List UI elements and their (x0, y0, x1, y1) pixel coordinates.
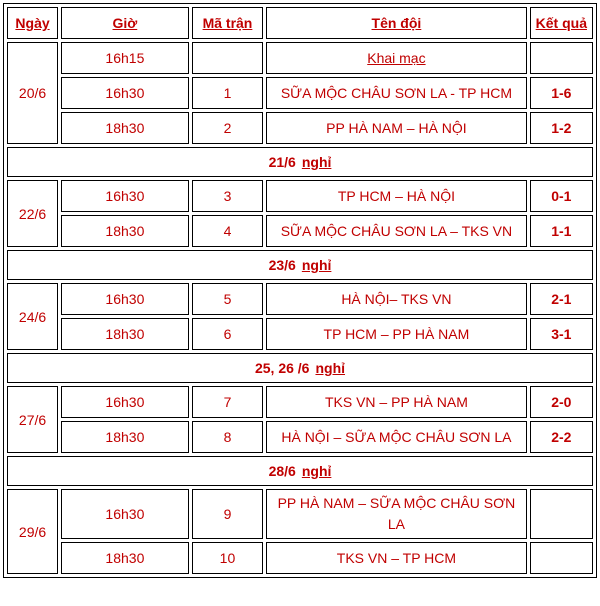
rest-day-row (7, 456, 593, 486)
result-cell: 2-2 (530, 421, 593, 453)
teams-cell: TKS VN – TP HCM (266, 542, 526, 574)
date-cell: 27/6 (7, 386, 58, 453)
match-id-cell: 9 (192, 489, 263, 539)
rest-day-cell (7, 456, 593, 486)
rest-day-note: nghỉ (301, 154, 332, 170)
match-id-cell: 4 (192, 215, 263, 247)
table-row (7, 215, 593, 247)
match-id-cell: 8 (192, 421, 263, 453)
header-date: Ngày (7, 7, 58, 39)
match-id-cell: 3 (192, 180, 263, 212)
teams-cell (266, 489, 526, 539)
time-cell: 18h30 (61, 215, 189, 247)
teams-cell: PP HÀ NAM – HÀ NỘI (266, 112, 526, 144)
table-row (7, 42, 593, 74)
teams-cell: TKS VN – PP HÀ NAM (266, 386, 526, 418)
rest-day-date: 25, 26 /6 (254, 360, 310, 376)
teams-line-1: PP HÀ NAM – SỮA MỘC CHÂU SƠN (277, 495, 516, 511)
result-cell (530, 542, 593, 574)
rest-day-row (7, 147, 593, 177)
match-id-cell: 6 (192, 318, 263, 350)
match-schedule-table (3, 3, 597, 578)
date-cell: 20/6 (7, 42, 58, 144)
time-cell: 16h30 (61, 77, 189, 109)
table-row (7, 421, 593, 453)
header-result: Kết quả (530, 7, 593, 39)
time-cell: 18h30 (61, 421, 189, 453)
header-row (7, 7, 593, 39)
match-id-cell: 10 (192, 542, 263, 574)
header-match-id: Mã trận (192, 7, 263, 39)
match-id-cell: 1 (192, 77, 263, 109)
date-cell: 22/6 (7, 180, 58, 247)
schedule-table-wrapper (3, 3, 597, 578)
result-cell: 2-1 (530, 283, 593, 315)
match-id-cell: 5 (192, 283, 263, 315)
result-cell: 0-1 (530, 180, 593, 212)
rest-day-date: 23/6 (268, 257, 296, 273)
match-id-cell (192, 42, 263, 74)
rest-day-date: 21/6 (268, 154, 296, 170)
match-id-cell: 2 (192, 112, 263, 144)
table-row (7, 180, 593, 212)
time-cell: 16h15 (61, 42, 189, 74)
rest-day-date: 28/6 (268, 463, 296, 479)
time-cell: 18h30 (61, 318, 189, 350)
teams-cell: HÀ NỘI– TKS VN (266, 283, 526, 315)
table-row (7, 318, 593, 350)
table-row (7, 112, 593, 144)
teams-cell: TP HCM – HÀ NỘI (266, 180, 526, 212)
result-cell (530, 42, 593, 74)
table-row (7, 283, 593, 315)
teams-cell: SỮA MỘC CHÂU SƠN LA – TKS VN (266, 215, 526, 247)
result-cell (530, 489, 593, 539)
rest-day-row (7, 353, 593, 383)
header-time: Giờ (61, 7, 189, 39)
date-cell: 24/6 (7, 283, 58, 350)
result-cell: 1-2 (530, 112, 593, 144)
opening-label: Khai mạc (367, 50, 426, 66)
result-cell: 2-0 (530, 386, 593, 418)
rest-day-note: nghỉ (315, 360, 346, 376)
teams-cell (266, 42, 526, 74)
time-cell: 16h30 (61, 386, 189, 418)
teams-cell: HÀ NỘI – SỮA MỘC CHÂU SƠN LA (266, 421, 526, 453)
time-cell: 16h30 (61, 180, 189, 212)
teams-cell: TP HCM – PP HÀ NAM (266, 318, 526, 350)
table-row (7, 77, 593, 109)
rest-day-row (7, 250, 593, 280)
teams-cell: SỮA MỘC CHÂU SƠN LA - TP HCM (266, 77, 526, 109)
time-cell: 18h30 (61, 542, 189, 574)
result-cell: 1-6 (530, 77, 593, 109)
rest-day-cell (7, 147, 593, 177)
table-row (7, 386, 593, 418)
match-id-cell: 7 (192, 386, 263, 418)
table-row (7, 542, 593, 574)
rest-day-cell (7, 353, 593, 383)
time-cell: 16h30 (61, 283, 189, 315)
rest-day-cell (7, 250, 593, 280)
header-teams: Tên đội (266, 7, 526, 39)
result-cell: 1-1 (530, 215, 593, 247)
time-cell: 18h30 (61, 112, 189, 144)
rest-day-note: nghỉ (301, 257, 332, 273)
table-row (7, 489, 593, 539)
result-cell: 3-1 (530, 318, 593, 350)
rest-day-note: nghỉ (301, 463, 332, 479)
time-cell: 16h30 (61, 489, 189, 539)
teams-line-2: LA (387, 516, 405, 532)
date-cell: 29/6 (7, 489, 58, 574)
